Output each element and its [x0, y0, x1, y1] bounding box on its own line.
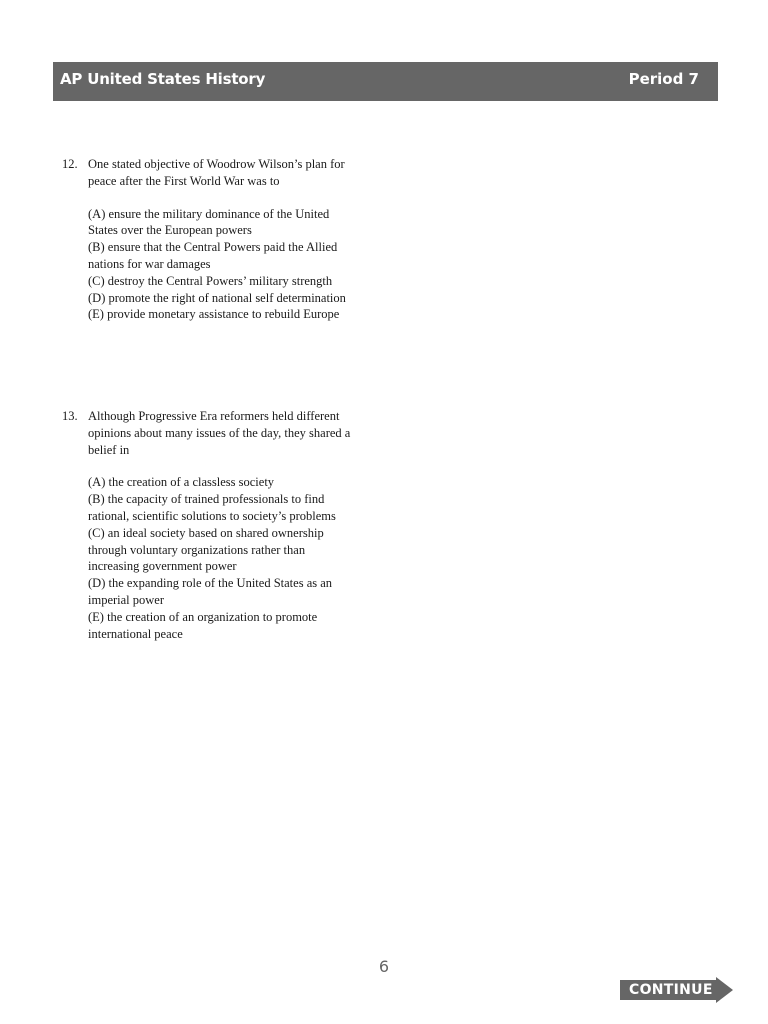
period-label: Period 7: [628, 70, 699, 88]
answer-choice-b: (B) ensure that the Central Powers paid the Allied nations for war damages: [88, 240, 338, 271]
question-12: [62, 156, 352, 323]
answer-choice-b: (B) the capacity of trained professionals to find rational, scientific solutions to society’s problems: [88, 492, 336, 523]
continue-button[interactable]: [620, 977, 734, 1003]
answer-choice-a: (A) ensure the military dominance of the United States over the European powers: [88, 206, 330, 238]
answer-choice-a: (A) the creation of a classless society: [88, 475, 275, 490]
answer-choice-e: (E) the creation of an organization to promote international peace: [88, 609, 318, 641]
question-13: [62, 408, 352, 642]
page-number: 6: [378, 957, 390, 976]
answer-choice-d: (D) the expanding role of the United States as an imperial power: [88, 576, 333, 607]
question-number: 12.: [62, 157, 78, 171]
answer-choice-d: (D) promote the right of national self determination: [88, 290, 346, 305]
answer-choice-c: (C) destroy the Central Powers’ military strength: [88, 273, 333, 288]
answer-choice-c: (C) an ideal society based on shared ownership through voluntary organizations rather than increasing government power: [88, 525, 324, 574]
course-title: AP United States History: [60, 70, 266, 88]
header-bar: [53, 62, 718, 101]
continue-label: CONTINUE: [629, 982, 713, 998]
question-stem: One stated objective of Woodrow Wilson’s plan for peace after the First World War was to: [88, 157, 345, 188]
question-number: 13.: [62, 409, 78, 423]
answer-choice-e: (E) provide monetary assistance to rebuild Europe: [88, 307, 340, 322]
question-stem: Although Progressive Era reformers held different opinions about many issues of the day, they shared a belief in: [88, 409, 351, 457]
